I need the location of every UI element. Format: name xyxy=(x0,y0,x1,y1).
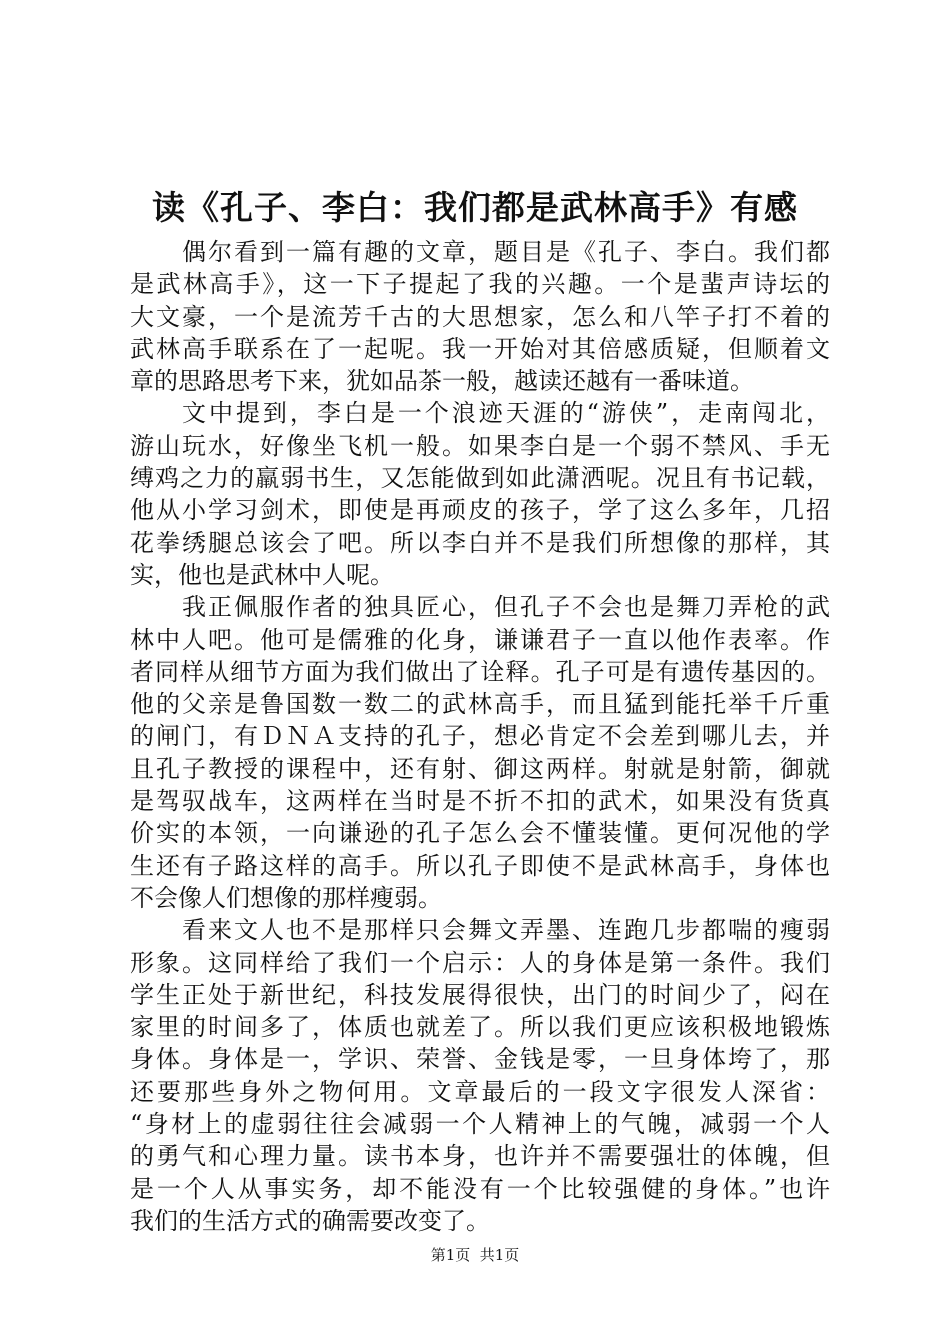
text-line: 章的思路思考下来，犹如品茶一般，越读还越有一番味道。 xyxy=(130,367,754,396)
text-line: 我们的生活方式的确需要改变了。 xyxy=(130,1206,490,1235)
page-footer: 第1页 共1页 xyxy=(430,1246,520,1264)
text-line: 是武林高手》，这一下子提起了我的兴趣。一个是蜚声诗坛的 xyxy=(130,270,830,299)
text-line: 偶尔看到一篇有趣的文章，题目是《孔子、李白。我们都 xyxy=(182,238,830,266)
text-line: 生还有子路这样的高手。所以孔子即使不是武林高手，身体也 xyxy=(130,851,830,880)
text-line: 者同样从细节方面为我们做出了诠释。孔子可是有遗传基因的。 xyxy=(130,657,830,686)
document-title: 读《孔子、李白：我们都是武林高手》有感 xyxy=(152,188,798,227)
text-line: 他的父亲是鲁国数一数二的武林高手，而且猛到能托举千斤重 xyxy=(130,690,830,719)
text-line: 看来文人也不是那样只会舞文弄墨、连跑几步都喘的瘦弱 xyxy=(182,916,830,945)
text-line: 还要那些身外之物何用。文章最后的一段文字很发人深省： xyxy=(130,1077,830,1106)
paragraph-2 xyxy=(130,397,830,591)
text-line: 我正佩服作者的独具匠心，但孔子不会也是舞刀弄枪的武 xyxy=(182,593,830,622)
text-line: 价实的本领，一向谦逊的孔子怎么会不懂装懂。更何况他的学 xyxy=(130,819,830,848)
text-line: 是一个人从事实务，却不能没有一个比较强健的身体。”也许 xyxy=(130,1174,830,1203)
text-line: 学生正处于新世纪，科技发展得很快，出门的时间少了，闷在 xyxy=(130,980,830,1009)
text-line: 不会像人们想像的那样瘦弱。 xyxy=(130,883,442,912)
text-line: 的闸门，有ＤＮＡ支持的孔子，想必肯定不会差到哪儿去，并 xyxy=(130,722,830,751)
text-line: 游山玩水，好像坐飞机一般。如果李白是一个弱不禁风、手无 xyxy=(130,431,830,460)
text-line: 的勇气和心理力量。读书本身，也许并不需要强壮的体魄，但 xyxy=(130,1142,830,1171)
text-line: 花拳绣腿总该会了吧。所以李白并不是我们所想像的那样，其 xyxy=(130,528,830,557)
paragraph-4 xyxy=(130,914,830,1237)
text-line: 实，他也是武林中人呢。 xyxy=(130,560,394,589)
text-line: 是驾驭战车，这两样在当时是不折不扣的武术，如果没有货真 xyxy=(130,787,830,816)
text-line: 家里的时间多了，体质也就差了。所以我们更应该积极地锻炼 xyxy=(130,1013,830,1042)
text-line: 文中提到，李白是一个浪迹天涯的“游侠”，走南闯北， xyxy=(182,399,830,428)
text-line: 且孔子教授的课程中，还有射、御这两样。射就是射箭，御就 xyxy=(130,754,830,783)
paragraph-3 xyxy=(130,591,830,914)
text-line: 身体。身体是一，学识、荣誉、金钱是零，一旦身体垮了，那 xyxy=(130,1045,830,1074)
text-line: 形象。这同样给了我们一个启示：人的身体是第一条件。我们 xyxy=(130,948,830,977)
text-line: 武林高手联系在了一起呢。我一开始对其倍感质疑，但顺着文 xyxy=(130,334,830,363)
text-line: 缚鸡之力的羸弱书生，又怎能做到如此潇洒呢。况且有书记载， xyxy=(130,464,830,493)
document-body xyxy=(130,236,830,1237)
text-line: 他从小学习剑术，即使是再顽皮的孩子，学了这么多年，几招 xyxy=(130,496,830,525)
text-line: “身材上的虚弱往往会减弱一个人精神上的气魄，减弱一个人 xyxy=(130,1110,830,1139)
text-line: 大文豪，一个是流芳千古的大思想家，怎么和八竿子打不着的 xyxy=(130,302,830,331)
paragraph-1 xyxy=(130,236,830,397)
text-line: 林中人吧。他可是儒雅的化身，谦谦君子一直以他作表率。作 xyxy=(130,625,830,654)
